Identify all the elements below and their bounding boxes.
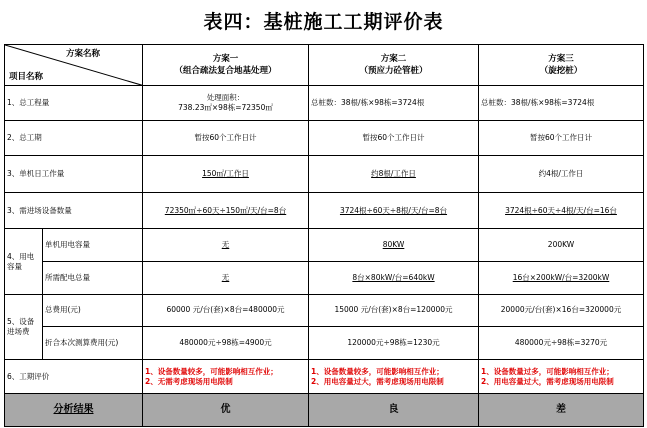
cell-plan-3: 16台×200kW/台=3200kW xyxy=(479,262,644,295)
row-label: 6、工期评价 xyxy=(5,359,143,394)
cell-plan-2: 120000元÷98栋=1230元 xyxy=(309,327,479,360)
table-row xyxy=(5,155,644,192)
cell-plan-1: 暂按60个工作日计 xyxy=(143,120,309,155)
cell-plan-1: 480000元÷98栋=4900元 xyxy=(143,327,309,360)
table-row xyxy=(5,359,644,394)
plan-2-header: 方案二 （预应力砼管桩） xyxy=(309,45,479,86)
cell-plan-2: 约8根/工作日 xyxy=(309,155,479,192)
evaluation-table xyxy=(4,44,644,427)
table-row xyxy=(5,294,644,327)
table-row xyxy=(5,192,644,229)
cell-plan-1: 60000 元/台(套)×8台=480000元 xyxy=(143,294,309,327)
sub-label: 单机用电容量 xyxy=(43,229,143,262)
group-label: 4、用电容量 xyxy=(5,229,43,294)
result-plan-3: 差 xyxy=(479,394,644,427)
plan-1-header: 方案一 （组合疏法复合地基处理） xyxy=(143,45,309,86)
corner-top-label: 方案名称 xyxy=(65,49,100,59)
row-label: 1、总工程量 xyxy=(5,86,143,121)
table-row xyxy=(5,120,644,155)
result-plan-1: 优 xyxy=(143,394,309,427)
cell-plan-3: 20000元/台(套)×16台=320000元 xyxy=(479,294,644,327)
table-row xyxy=(5,229,644,262)
result-row xyxy=(5,394,644,427)
cell-plan-1: 无 xyxy=(143,262,309,295)
cell-plan-2: 3724根÷60天÷8根/天/台=8台 xyxy=(309,192,479,229)
cell-plan-3: 暂按60个工作日计 xyxy=(479,120,644,155)
cell-plan-1: 1、设备数量较多，可能影响相互作业； 2、无需考虑现场用电限制 xyxy=(143,359,309,394)
page-title: 表四：基桩施工工期评价表 xyxy=(203,11,444,33)
cell-plan-3: 1、设备数量过多，可能影响相互作业； 2、用电容量过大，需考虑现场用电限制 xyxy=(479,359,644,394)
header-row xyxy=(5,45,644,86)
cell-plan-3: 约4根/工作日 xyxy=(479,155,644,192)
cell-plan-3: 总桩数：38根/栋×98栋=3724根 xyxy=(479,86,644,121)
table-row xyxy=(5,262,644,295)
cell-plan-3: 200KW xyxy=(479,229,644,262)
cell-plan-3: 3724根÷60天÷4根/天/台=16台 xyxy=(479,192,644,229)
corner-bottom-label: 项目名称 xyxy=(9,72,44,83)
sub-label: 总费用(元) xyxy=(43,294,143,327)
cell-plan-1: 150㎡/工作日 xyxy=(143,155,309,192)
cell-plan-2: 1、设备数量较多，可能影响相互作业； 2、用电容量过大，需考虑现场用电限制 xyxy=(309,359,479,394)
cell-plan-2: 总桩数：38根/栋×98栋=3724根 xyxy=(309,86,479,121)
group-label: 5、设备进场费 xyxy=(5,294,43,359)
corner-header-cell xyxy=(5,45,143,86)
sub-label: 折合本次测算费用(元) xyxy=(43,327,143,360)
row-label: 2、总工期 xyxy=(5,120,143,155)
row-label: 3、单机日工作量 xyxy=(5,155,143,192)
result-plan-2: 良 xyxy=(309,394,479,427)
cell-plan-3: 480000元÷98栋=3270元 xyxy=(479,327,644,360)
result-label: 分析结果 xyxy=(5,394,143,427)
cell-plan-1: 无 xyxy=(143,229,309,262)
cell-plan-2: 15000 元/台(套)×8台=120000元 xyxy=(309,294,479,327)
cell-plan-1: 处理面积： 738.23㎡×98栋=72350㎡ xyxy=(143,86,309,121)
sub-label: 所需配电总量 xyxy=(43,262,143,295)
plan-3-header: 方案三 （旋挖桩） xyxy=(479,45,644,86)
cell-plan-1: 72350㎡÷60天÷150㎡/天/台=8台 xyxy=(143,192,309,229)
table-row xyxy=(5,86,644,121)
cell-plan-2: 80KW xyxy=(309,229,479,262)
cell-plan-2: 暂按60个工作日计 xyxy=(309,120,479,155)
table-row xyxy=(5,327,644,360)
cell-plan-2: 8台×80kW/台=640kW xyxy=(309,262,479,295)
row-label: 3、需进场设备数量 xyxy=(5,192,143,229)
